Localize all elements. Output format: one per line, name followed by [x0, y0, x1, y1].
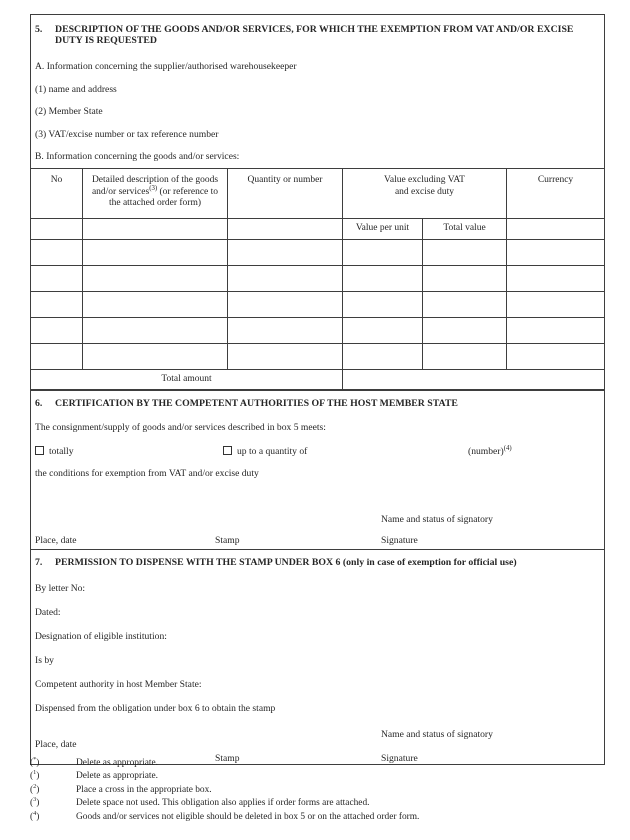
dated-label: Dated:	[35, 607, 61, 618]
option-quantity	[223, 446, 307, 457]
footnote-marker-sup: 3	[33, 796, 37, 804]
table-cell-empty	[423, 318, 507, 344]
vat-excise-number-label: (3) VAT/excise number or tax reference number	[35, 128, 219, 140]
description-header-text: Detailed description of the goods and/or services	[91, 175, 219, 197]
table-cell-empty	[423, 344, 507, 370]
footnote-marker-open: (	[30, 811, 34, 822]
description-header-suffix: (or reference to the attached order form)	[108, 186, 219, 208]
section-7-number: 7.	[35, 557, 43, 568]
table-cell-empty	[228, 266, 343, 292]
number-label	[468, 446, 512, 457]
column-header-value-group	[343, 169, 507, 219]
place-date-label: Place, date	[35, 739, 77, 750]
table-cell-empty	[83, 266, 228, 292]
footnote-marker-open: (	[30, 798, 34, 809]
column-header-total-value: Total value	[423, 219, 507, 240]
section-5-box	[30, 14, 605, 391]
goods-info-label: B. Information concerning the goods and/or services:	[35, 151, 240, 162]
table-row	[31, 240, 605, 266]
footnote-marker-close: )	[36, 811, 40, 822]
signature-label: Signature	[381, 753, 418, 764]
table-cell-empty	[31, 266, 83, 292]
table-cell-empty	[31, 318, 83, 344]
footnote-marker	[30, 757, 76, 770]
footnote-marker	[30, 784, 76, 797]
footnote-marker-sup: 4	[33, 809, 37, 817]
table-cell-empty	[423, 240, 507, 266]
section-6-title	[31, 391, 604, 409]
table-header-row	[31, 169, 605, 219]
table-cell-empty	[83, 344, 228, 370]
table-row	[31, 266, 605, 292]
table-cell-empty	[228, 292, 343, 318]
table-cell-empty	[423, 292, 507, 318]
section-6-number: 6.	[35, 398, 43, 409]
table-cell-empty	[31, 240, 83, 266]
table-cell-empty	[343, 344, 423, 370]
footnote-marker-open: (	[30, 771, 34, 782]
footnote-marker-sup: 1	[33, 769, 37, 777]
total-amount-row	[31, 370, 605, 390]
table-cell-empty	[228, 318, 343, 344]
table-cell-empty	[228, 344, 343, 370]
section-5-title-text: DESCRIPTION OF THE GOODS AND/OR SERVICES, FOR WHICH THE EXEMPTION FROM VAT AND/OR EXCISE DUTY IS REQUESTED	[55, 24, 574, 46]
name-status-label: Name and status of signatory	[381, 514, 493, 525]
checkbox-quantity-label: up to a quantity of	[237, 446, 308, 457]
footnote-text: Delete as appropriate.	[76, 771, 158, 782]
section-7-title-text: PERMISSION TO DISPENSE WITH THE STAMP UNDER BOX 6 (only in case of exemption for official use)	[55, 557, 517, 568]
footnote-marker-open: (	[30, 784, 34, 795]
footnote-text: Place a cross in the appropriate box.	[76, 784, 212, 795]
table-cell-empty	[31, 219, 83, 240]
footnote-marker-close: )	[36, 798, 40, 809]
footnote	[30, 797, 610, 810]
footnote-marker-close: )	[36, 771, 40, 782]
footnote	[30, 770, 610, 783]
certification-options-row	[31, 446, 604, 456]
signature-label: Signature	[381, 535, 418, 546]
table-row	[31, 292, 605, 318]
footnote-marker-sup: 2	[33, 782, 37, 790]
table-row	[31, 318, 605, 344]
table-cell-empty	[507, 240, 605, 266]
section-6-box	[30, 390, 605, 550]
column-header-quantity: Quantity or number	[228, 169, 343, 219]
footnote	[30, 757, 610, 770]
table-cell-empty	[83, 219, 228, 240]
checkbox-totally-label: totally	[49, 446, 74, 457]
table-cell-empty	[507, 266, 605, 292]
table-cell-empty	[31, 344, 83, 370]
checkbox-totally[interactable]	[35, 446, 44, 455]
footnote-marker-close: )	[36, 784, 40, 795]
stamp-label: Stamp	[215, 753, 240, 764]
place-date-label: Place, date	[35, 535, 77, 546]
table-cell-empty	[343, 266, 423, 292]
section-5-text	[31, 15, 604, 168]
section-7-box	[30, 549, 605, 765]
footnote-marker-open: (	[30, 758, 34, 768]
by-letter-label: By letter No:	[35, 583, 86, 594]
member-state-label: (2) Member State	[35, 106, 103, 117]
table-cell-empty	[343, 292, 423, 318]
footnotes	[30, 757, 610, 824]
conditions-label: the conditions for exemption from VAT and/or excise duty	[35, 467, 259, 479]
table-cell-empty	[228, 240, 343, 266]
table-cell-empty	[83, 318, 228, 344]
table-subheader-row	[31, 219, 605, 240]
name-status-label: Name and status of signatory	[381, 729, 493, 740]
column-header-no: No	[31, 169, 83, 219]
value-group-line1: Value excluding VAT	[384, 175, 465, 185]
footnote	[30, 784, 610, 797]
number-label-text: (number)	[468, 446, 504, 457]
footnote-marker-close: )	[36, 758, 40, 768]
column-header-value-per-unit: Value per unit	[343, 219, 423, 240]
footnote-text: Delete as appropriate.	[76, 758, 158, 768]
table-cell-empty	[507, 318, 605, 344]
total-amount-value-cell	[343, 370, 605, 390]
designation-label: Designation of eligible institution:	[35, 631, 167, 642]
number-footnote-ref: (4)	[503, 444, 512, 452]
table-cell-empty	[83, 292, 228, 318]
table-cell-empty	[507, 219, 605, 240]
table-cell-empty	[228, 219, 343, 240]
goods-table	[30, 168, 605, 390]
value-group-line2: and excise duty	[394, 186, 455, 197]
option-totally	[35, 446, 74, 457]
table-cell-empty	[343, 318, 423, 344]
footnote-text: Goods and/or services not eligible should be deleted in box 5 or on the attached order form.	[76, 811, 420, 822]
footnote-marker-sup: *	[33, 755, 37, 763]
footnote-marker	[30, 770, 76, 783]
table-row	[31, 344, 605, 370]
footnote-text: Delete space not used. This obligation also applies if order forms are attached.	[76, 798, 370, 809]
footnote	[30, 811, 610, 824]
table-cell-empty	[423, 266, 507, 292]
checkbox-quantity[interactable]	[223, 446, 232, 455]
dispensed-label: Dispensed from the obligation under box 6 to obtain the stamp	[35, 703, 276, 714]
total-amount-label: Total amount	[31, 370, 343, 390]
column-header-currency: Currency	[507, 169, 605, 219]
section-5-title	[35, 24, 600, 46]
table-cell-empty	[31, 292, 83, 318]
consignment-intro-label: The consignment/supply of goods and/or services described in box 5 meets:	[35, 422, 326, 433]
is-by-label: Is by	[35, 655, 54, 666]
section-5-number: 5.	[35, 24, 43, 35]
table-cell-empty	[83, 240, 228, 266]
table-cell-empty	[507, 344, 605, 370]
table-cell-empty	[343, 240, 423, 266]
table-cell-empty	[507, 292, 605, 318]
exemption-certificate-form	[30, 14, 605, 765]
section-6-title-text: CERTIFICATION BY THE COMPETENT AUTHORITIES OF THE HOST MEMBER STATE	[55, 398, 458, 409]
column-header-description	[83, 169, 228, 219]
name-address-label: (1) name and address	[35, 83, 117, 95]
supplier-info-label: A. Information concerning the supplier/authorised warehousekeeper	[35, 61, 297, 72]
footnote-marker	[30, 797, 76, 810]
description-header-footnote-ref: (3)	[149, 184, 158, 192]
footnote-marker	[30, 811, 76, 824]
section-7-title	[31, 550, 604, 568]
authority-label: Competent authority in host Member State:	[35, 679, 202, 690]
stamp-label: Stamp	[215, 535, 240, 546]
